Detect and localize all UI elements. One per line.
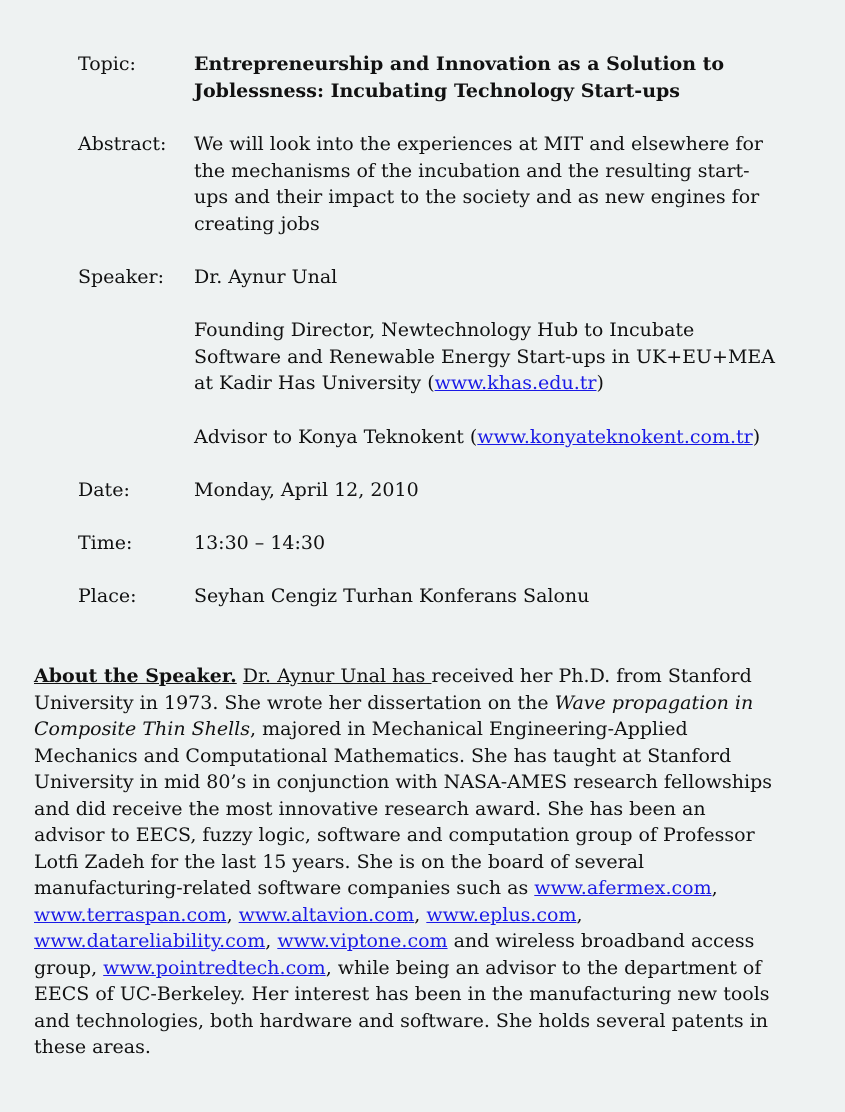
place-value: Seyhan Cengiz Turhan Konferans Salonu — [194, 585, 590, 607]
pointredtech-link[interactable]: www.pointredtech.com — [103, 956, 326, 979]
abstract-value — [194, 131, 794, 237]
topic-line-1: Entrepreneurship and Innovation as a Solution to — [194, 53, 725, 75]
datareliability-link[interactable]: www.datareliability.com — [34, 930, 266, 952]
eplus-link[interactable]: www.eplus.com — [426, 903, 577, 926]
dissertation-title-part-1: Wave propagation in — [554, 691, 754, 714]
terraspan-link[interactable]: www.terraspan.com — [34, 903, 227, 926]
topic-label: Topic: — [78, 53, 136, 75]
role1-line-3-prefix: at Kadir Has University ( — [194, 372, 435, 394]
konya-link[interactable]: www.konyateknokent.com.tr — [477, 426, 753, 448]
date-label: Date: — [78, 479, 130, 501]
role1-line-1: Founding Director, Newtechnology Hub to Incubate — [194, 319, 695, 341]
role1-line-2: Software and Renewable Energy Start-ups in UK+EU+MEA — [194, 345, 775, 368]
viptone-link[interactable]: www.viptone.com — [277, 930, 448, 952]
about-heading: About the Speaker. — [34, 665, 237, 687]
date-value: Monday, April 12, 2010 — [194, 479, 419, 501]
khas-link[interactable]: www.khas.edu.tr — [434, 372, 597, 394]
abstract-label: Abstract: — [78, 133, 167, 155]
time-label: Time: — [78, 532, 133, 554]
altavion-link[interactable]: www.altavion.com — [238, 903, 415, 926]
about-speaker-paragraph: About the Speaker. Dr. Aynur Unal has received her Ph.D. from Stanford University in 1973. She wrote her dissertation on the Wave propagation in Composite Thin Shells, majored in Mechanical Engineering-Applied Mechanics and Computational Mathematics. She has taught at Stanford University in mid 80’s in conjunction with NASA-AMES research fellowships and did receive the most innovative research award. She has been an advisor to EECS, fuzzy logic, software and computation group of Professor Lotfi Zadeh for the last 15 years. She is on the board of several manufacturing-related software companies such as www.afermex.com, www.terraspan.com, www.altavion.com, www.eplus.com, www.datareliability.com, www.viptone.com and wireless broadband access group, www.pointredtech.com, while being an advisor to the department of EECS of UC-Berkeley. Her interest has been in the manufacturing new tools and technologies, both hardware and software. She holds several patents in these areas. — [34, 665, 772, 1058]
role2-prefix: Advisor to Konya Teknokent ( — [194, 426, 478, 448]
abstract-line-3: ups and their impact to the society and as new engines for — [194, 186, 760, 208]
abstract-line-2: the mechanisms of the incubation and the resulting start- — [194, 159, 750, 182]
time-value: 13:30 – 14:30 — [194, 532, 326, 554]
speaker-value — [194, 264, 794, 291]
speaker-name: Dr. Aynur Unal — [194, 266, 338, 288]
abstract-line-1: We will look into the experiences at MIT and elsewhere for — [194, 133, 763, 155]
about-speaker-name: Dr. Aynur Unal has — [242, 665, 432, 687]
afermex-link[interactable]: www.afermex.com — [534, 877, 712, 899]
abstract-line-4: creating jobs — [194, 212, 320, 235]
role2-suffix: ) — [752, 426, 761, 448]
speaker-label: Speaker: — [78, 266, 164, 288]
role1-line-3-suffix: ) — [596, 372, 604, 394]
place-label: Place: — [78, 585, 137, 607]
topic-line-2: Joblessness: Incubating Technology Start-ups — [194, 79, 680, 102]
topic-value — [194, 51, 794, 104]
dissertation-title-part-2: Composite Thin Shells — [34, 718, 251, 740]
